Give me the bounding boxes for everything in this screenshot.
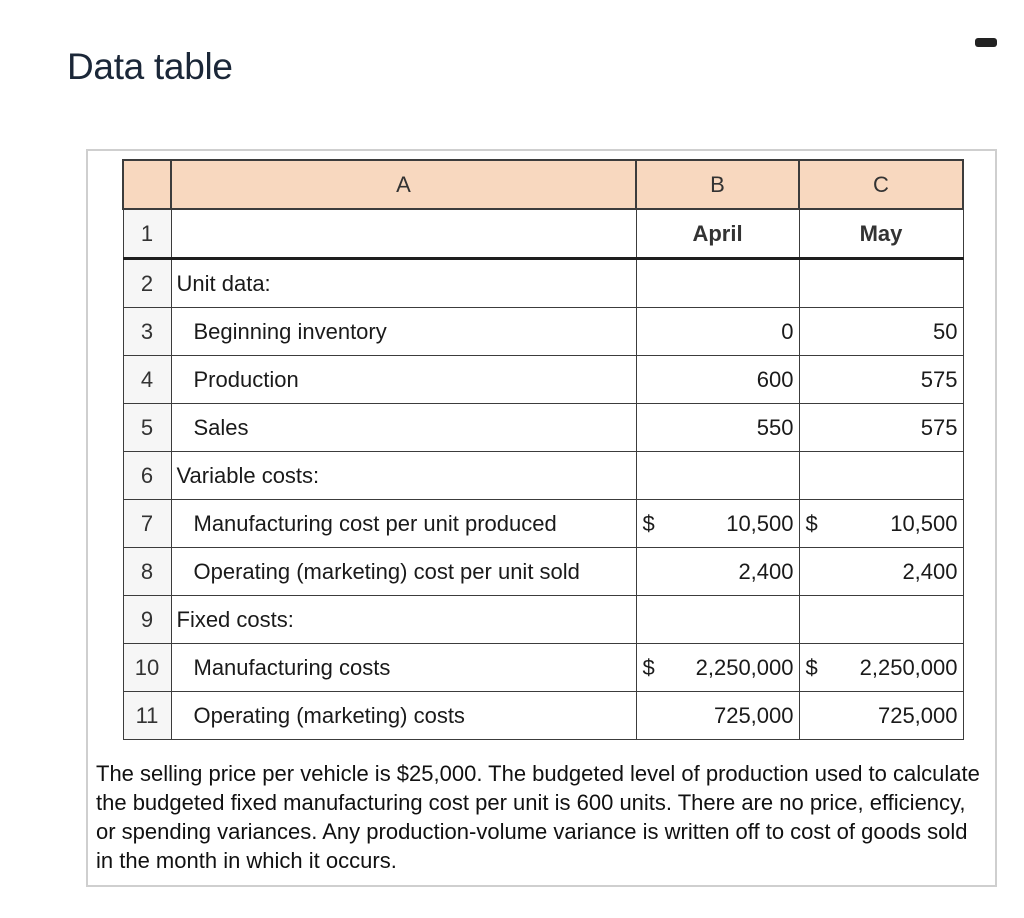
currency-symbol: $ bbox=[642, 654, 655, 680]
cell-april bbox=[636, 596, 799, 644]
cell-label: Unit data: bbox=[171, 259, 636, 308]
cell-may: 2,400 bbox=[799, 548, 963, 596]
row-number: 10 bbox=[123, 644, 171, 692]
cell-label: Manufacturing cost per unit produced bbox=[171, 500, 636, 548]
row-number: 2 bbox=[123, 259, 171, 308]
cell-label: Manufacturing costs bbox=[171, 644, 636, 692]
month-april: April bbox=[636, 209, 799, 259]
cell-may bbox=[799, 259, 963, 308]
cell-may: 725,000 bbox=[799, 692, 963, 740]
cell-may: 575 bbox=[799, 404, 963, 452]
cell-april bbox=[636, 259, 799, 308]
cell-april: 725,000 bbox=[636, 692, 799, 740]
spreadsheet-table bbox=[122, 159, 964, 740]
table-row bbox=[123, 259, 963, 308]
cell-april: 2,400 bbox=[636, 548, 799, 596]
row-number: 11 bbox=[123, 692, 171, 740]
cell-value: 2,250,000 bbox=[859, 654, 958, 680]
row-number: 1 bbox=[123, 209, 171, 259]
row-number: 7 bbox=[123, 500, 171, 548]
table-row bbox=[123, 404, 963, 452]
table-row bbox=[123, 452, 963, 500]
row-number: 6 bbox=[123, 452, 171, 500]
cell-april bbox=[636, 452, 799, 500]
cell-april: 600 bbox=[636, 356, 799, 404]
cell-value: 10,500 bbox=[890, 510, 958, 536]
cell-label: Fixed costs: bbox=[171, 596, 636, 644]
cell-may bbox=[799, 500, 963, 548]
currency-symbol: $ bbox=[805, 654, 818, 680]
table-row bbox=[123, 596, 963, 644]
dialog-title: Data table bbox=[67, 46, 233, 87]
table-row bbox=[123, 692, 963, 740]
cell-april bbox=[636, 644, 799, 692]
table-row bbox=[123, 209, 963, 259]
cell-value: 10,500 bbox=[726, 510, 794, 536]
cell-may bbox=[799, 644, 963, 692]
cell-label bbox=[171, 209, 636, 259]
table-row bbox=[123, 308, 963, 356]
currency-symbol: $ bbox=[805, 510, 818, 536]
cell-april bbox=[636, 500, 799, 548]
minimize-icon[interactable] bbox=[975, 38, 997, 47]
column-header-b: B bbox=[636, 160, 799, 209]
column-header-c: C bbox=[799, 160, 963, 209]
table-row bbox=[123, 500, 963, 548]
row-number: 4 bbox=[123, 356, 171, 404]
cell-label: Variable costs: bbox=[171, 452, 636, 500]
cell-value: 2,250,000 bbox=[695, 654, 794, 680]
month-may: May bbox=[799, 209, 963, 259]
cell-may: 50 bbox=[799, 308, 963, 356]
column-header-row bbox=[123, 160, 963, 209]
header-corner bbox=[123, 160, 171, 209]
cell-label: Sales bbox=[171, 404, 636, 452]
cell-april: 0 bbox=[636, 308, 799, 356]
row-number: 9 bbox=[123, 596, 171, 644]
cell-label: Operating (marketing) costs bbox=[171, 692, 636, 740]
cell-may bbox=[799, 596, 963, 644]
cell-label: Production bbox=[171, 356, 636, 404]
cell-label: Beginning inventory bbox=[171, 308, 636, 356]
footnote-text: The selling price per vehicle is $25,000. The budgeted level of production used to calculate the budgeted fixed manufacturing cost per unit is 600 units. There are no price, efficiency, or spending variances. Any production-volume variance is written off to cost of goods sold in the month in which it occurs. bbox=[96, 761, 980, 873]
table-row bbox=[123, 548, 963, 596]
row-number: 8 bbox=[123, 548, 171, 596]
cell-april: 550 bbox=[636, 404, 799, 452]
cell-may bbox=[799, 452, 963, 500]
cell-label: Operating (marketing) cost per unit sold bbox=[171, 548, 636, 596]
cell-may: 575 bbox=[799, 356, 963, 404]
currency-symbol: $ bbox=[642, 510, 655, 536]
column-header-a: A bbox=[171, 160, 636, 209]
table-row bbox=[123, 644, 963, 692]
row-number: 3 bbox=[123, 308, 171, 356]
table-row bbox=[123, 356, 963, 404]
row-number: 5 bbox=[123, 404, 171, 452]
